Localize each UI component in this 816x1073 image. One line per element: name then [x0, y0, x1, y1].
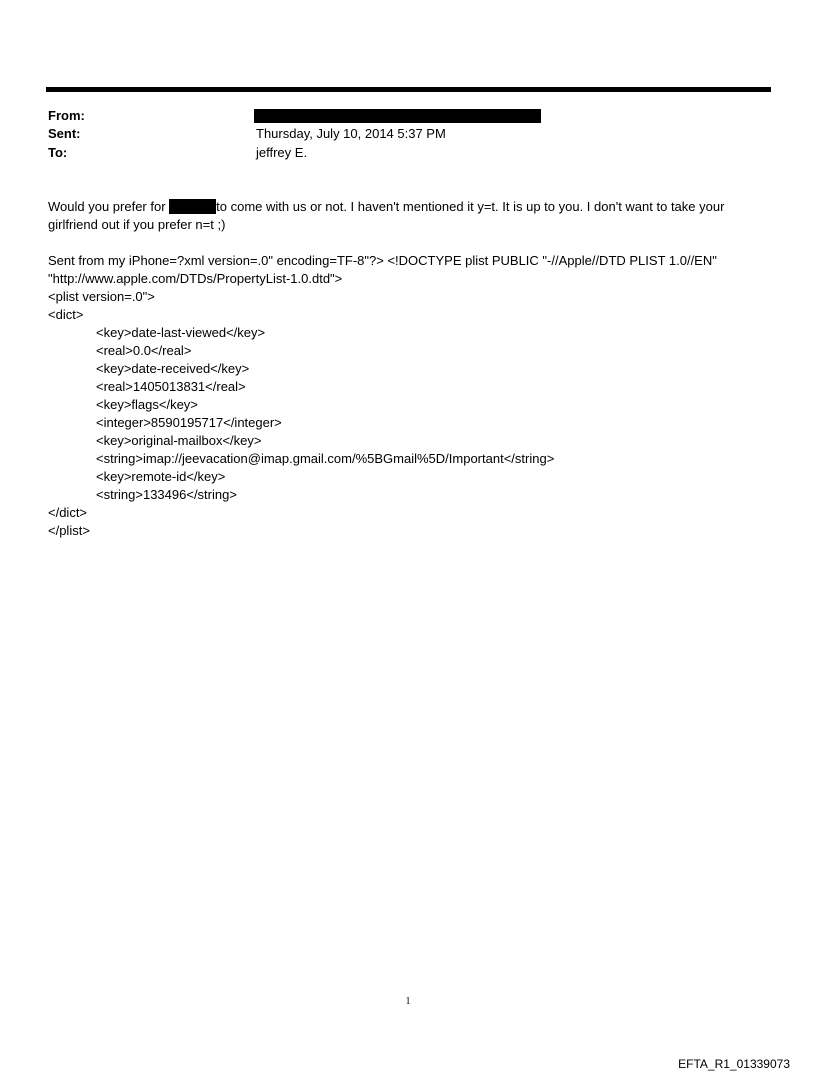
sent-label: Sent:	[48, 126, 81, 141]
plist-entry: <key>date-last-viewed</key>	[96, 325, 266, 340]
plist-entry: <real>1405013831</real>	[96, 379, 246, 394]
signature-line-1: Sent from my iPhone=?xml version=.0" encoding=TF-8"?> <!DOCTYPE plist PUBLIC "-//Apple//DTD PLIST 1.0//EN"	[48, 253, 717, 268]
dict-close: </dict>	[48, 505, 88, 520]
plist-entry: <integer>8590195717</integer>	[96, 415, 282, 430]
from-redaction	[254, 109, 541, 123]
name-redaction	[169, 199, 216, 214]
header-rule	[46, 87, 771, 92]
plist-entry: <key>original-mailbox</key>	[96, 433, 262, 448]
plist-close: </plist>	[48, 523, 90, 538]
plist-entry: <string>imap://jeevacation@imap.gmail.com/%5BGmail%5D/Important</string>	[96, 451, 555, 466]
plist-entry: <key>flags</key>	[96, 397, 198, 412]
plist-entry: <string>133496</string>	[96, 487, 237, 502]
from-label: From:	[48, 108, 85, 123]
dict-open: <dict>	[48, 307, 84, 322]
message-line-1-end: to come with us or not. I haven't mentioned it y=t. It is up to you. I don't want to take your	[216, 199, 725, 214]
plist-open: <plist version=.0">	[48, 289, 155, 304]
to-value: jeffrey E.	[256, 145, 308, 160]
plist-entry: <key>date-received</key>	[96, 361, 250, 376]
sent-value: Thursday, July 10, 2014 5:37 PM	[256, 126, 446, 141]
message-line-1-start: Would you prefer for	[48, 199, 170, 214]
plist-entry: <key>remote-id</key>	[96, 469, 226, 484]
message-line-1	[48, 198, 724, 216]
signature-line-2: "http://www.apple.com/DTDs/PropertyList-1.0.dtd">	[48, 271, 343, 286]
to-label: To:	[48, 145, 68, 160]
page-number: 1	[405, 996, 411, 1007]
document-id: EFTA_R1_01339073	[678, 1057, 790, 1071]
plist-entry: <real>0.0</real>	[96, 343, 192, 358]
message-line-2: girlfriend out if you prefer n=t ;)	[48, 217, 226, 232]
